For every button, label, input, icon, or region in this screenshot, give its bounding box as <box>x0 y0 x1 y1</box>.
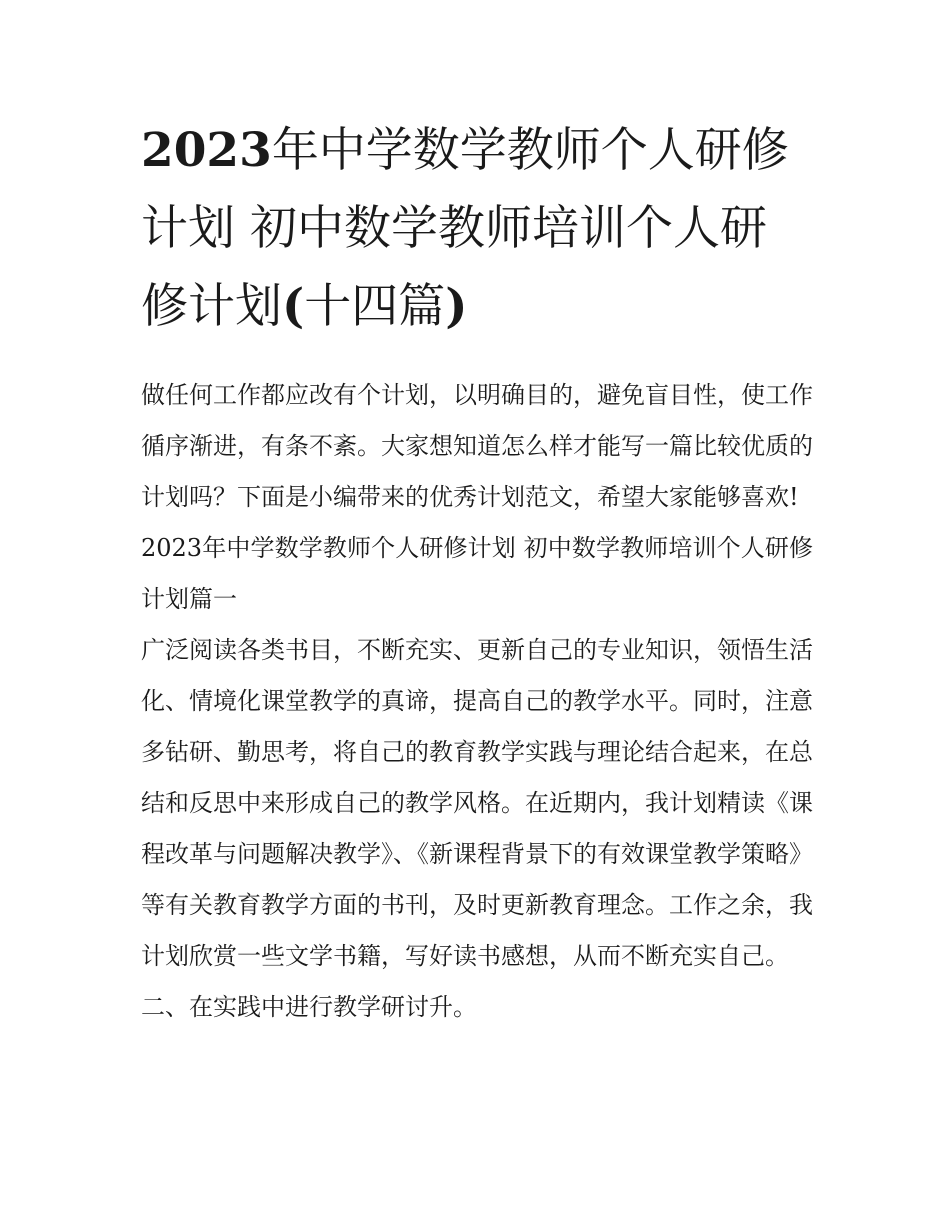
title-paren-close: ) <box>445 279 468 334</box>
section-heading: 2023年中学数学教师个人研修计划 初中数学教师培训个人研修计划篇一 <box>141 534 813 613</box>
title-main: 年中学数学教师个人研修计划 初中数学教师培训个人研修计划 <box>141 123 789 334</box>
title-year: 2023 <box>141 123 272 178</box>
document-title <box>141 112 813 346</box>
body-paragraph-1: 广泛阅读各类书目，不断充实、更新自己的专业知识，领悟生活化、情境化课堂教学的真谛，提高自己的教学水平。同时，注意多钻研、勤思考，将自己的教育教学实践与理论结合起来，在总结和反思中来形成自己的教学风格。在近期内，我计划精读《课程改革与问题解决教学》、《新课程背景下的有效课堂教学策略》等有关教育教学方面的书刊，及时更新教育理念。工作之余，我计划欣赏一些文学书籍，写好读书感想，从而不断充实自己。 <box>141 636 813 970</box>
document-page <box>141 112 813 1033</box>
intro-paragraph: 做任何工作都应改有个计划，以明确目的，避免盲目性，使工作循序渐进，有条不紊。大家想知道怎么样才能写一篇比较优质的计划吗？下面是小编带来的优秀计划范文，希望大家能够喜欢! <box>141 381 813 511</box>
title-paren-text: 十四篇 <box>304 279 446 334</box>
document-body <box>141 370 813 1033</box>
title-paren-open: ( <box>282 279 305 334</box>
body-paragraph-2: 二、在实践中进行教学研讨升。 <box>141 993 477 1021</box>
